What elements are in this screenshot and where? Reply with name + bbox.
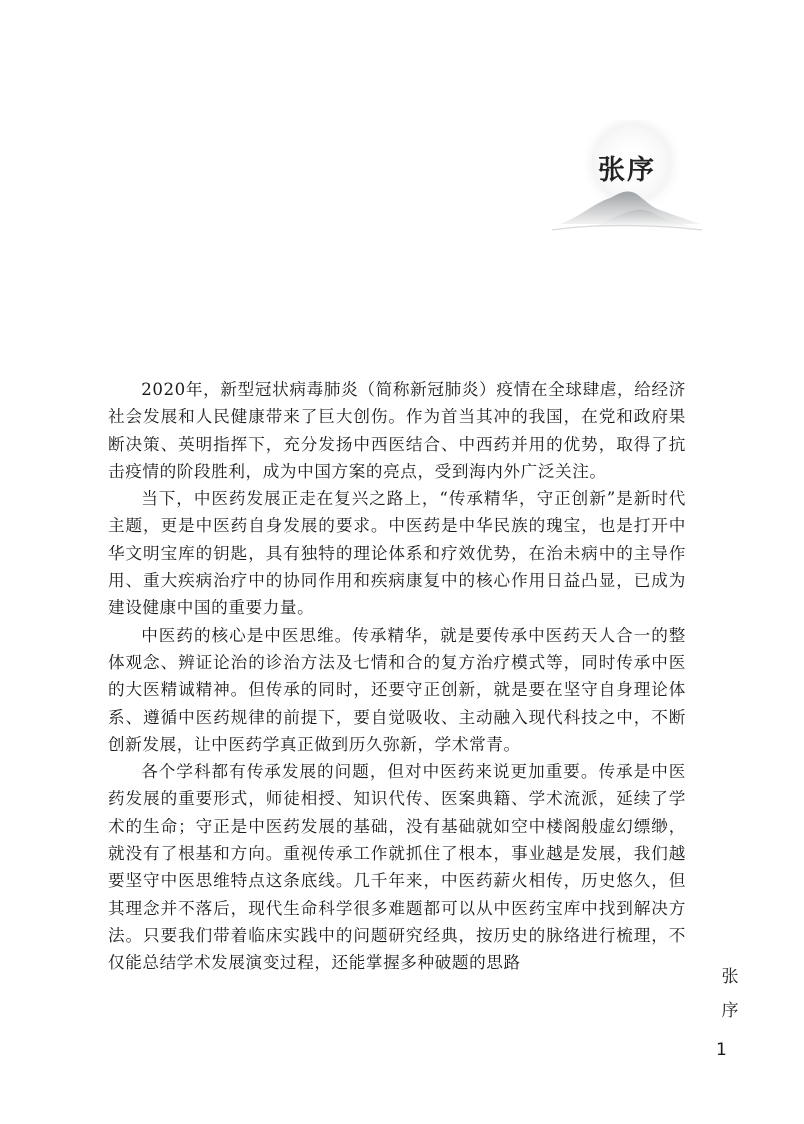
page-number: 1 bbox=[716, 1040, 727, 1060]
chapter-title: 张序 bbox=[598, 155, 656, 186]
running-header-char: 序 bbox=[721, 1001, 739, 1021]
body-text bbox=[108, 376, 686, 977]
paragraph: 各个学科都有传承发展的问题，但对中医药来说更加重要。传承是中医药发展的重要形式，师徒相授、知识代传、医案典籍、学术流派，延续了学术的生命；守正是中医药发展的基础，没有基础就如空中楼阁般虚幻缥缈，就没有了根基和方向。重视传承工作就抓住了根本，事业越是发展，我们越要坚守中医思维特点这条底线。几千年来，中医药薪火相传，历史悠久，但其理念并不落后，现代生命科学很多难题都可以从中医药宝库中找到解决方法。只要我们带着临床实践中的问题研究经典，按历史的脉络进行梳理，不仅能总结学术发展演变过程，还能掌握多种破题的思路 bbox=[108, 762, 686, 973]
paragraph: 当下，中医药发展正走在复兴之路上，“传承精华，守正创新”是新时代主题，更是中医药自身发展的要求。中医药是中华民族的瑰宝，也是打开中华文明宝库的钥匙，具有独特的理论体系和疗效优势，在治未病中的主导作用、重大疾病治疗中的协同作用和疾病康复中的核心作用日益凸显，已成为建设健康中国的重要力量。 bbox=[108, 489, 686, 618]
paragraph: 2020年，新型冠状病毒肺炎（简称新冠肺炎）疫情在全球肆虐，给经济社会发展和人民健康带来了巨大创伤。作为首当其冲的我国，在党和政府果断决策、英明指挥下，充分发扬中西医结合、中西药并用的优势，取得了抗击疫情的阶段胜利，成为中国方案的亮点，受到海内外广泛关注。 bbox=[108, 380, 686, 481]
paragraph: 中医药的核心是中医思维。传承精华，就是要传承中医药天人合一的整体观念、辨证论治的诊治方法及七情和合的复方治疗模式等，同时传承中医的大医精诚精神。但传承的同时，还要守正创新，就是要在坚守自身理论体系、遵循中医药规律的前提下，要自觉吸收、主动融入现代科技之中，不断创新发展，让中医药学真正做到历久弥新，学术常青。 bbox=[108, 625, 686, 754]
chapter-title-block bbox=[552, 120, 702, 240]
running-header-char: 张 bbox=[721, 967, 739, 987]
running-header bbox=[720, 960, 740, 1028]
